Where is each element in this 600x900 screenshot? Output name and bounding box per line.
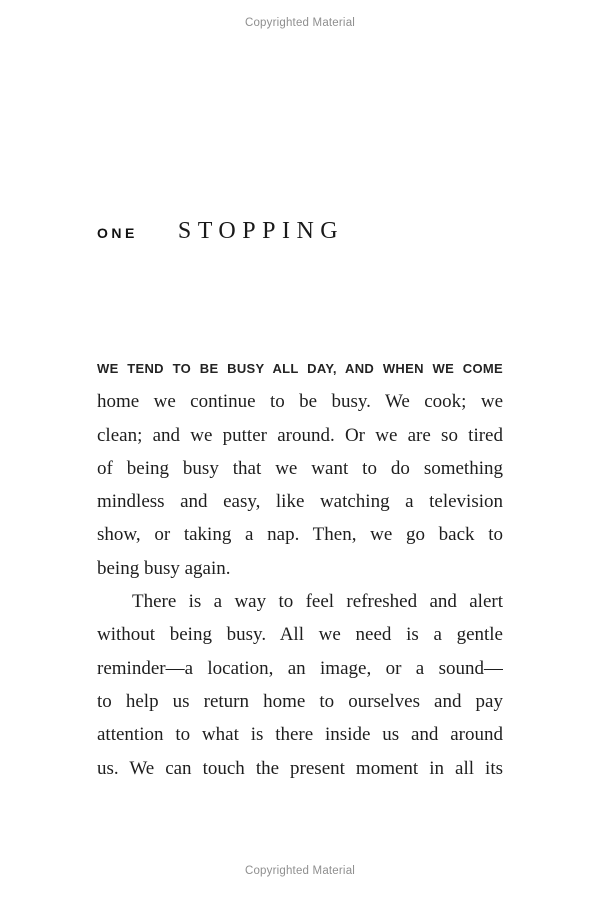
body-line: of being busy that we want to do something xyxy=(97,457,503,479)
body-line: reminder—a location, an image, or a sound— xyxy=(97,657,503,679)
body-line: being busy again. xyxy=(97,557,231,579)
body-line: without being busy. All we need is a gentle xyxy=(97,624,503,646)
body-line: clean; and we putter around. Or we are so tired xyxy=(97,424,503,446)
body-line: WE TEND TO BE BUSY ALL DAY, AND WHEN WE COME xyxy=(97,361,503,376)
body-line: attention to what is there inside us and around xyxy=(97,724,503,746)
body-text xyxy=(97,352,503,785)
chapter-number: ONE xyxy=(97,225,138,241)
body-line: home we continue to be busy. We cook; we xyxy=(97,391,503,413)
chapter-title: STOPPING xyxy=(177,218,345,244)
copyright-notice-bottom: Copyrighted Material xyxy=(244,865,356,877)
body-line: There is a way to feel refreshed and alert xyxy=(132,591,503,613)
chapter-heading xyxy=(97,218,503,245)
body-line: to help us return home to ourselves and pay xyxy=(97,690,503,712)
body-line: us. We can touch the present moment in all its xyxy=(97,757,503,779)
body-line: mindless and easy, like watching a television xyxy=(97,491,503,513)
body-line: show, or taking a nap. Then, we go back to xyxy=(97,524,503,546)
copyright-notice-top: Copyrighted Material xyxy=(244,17,356,29)
